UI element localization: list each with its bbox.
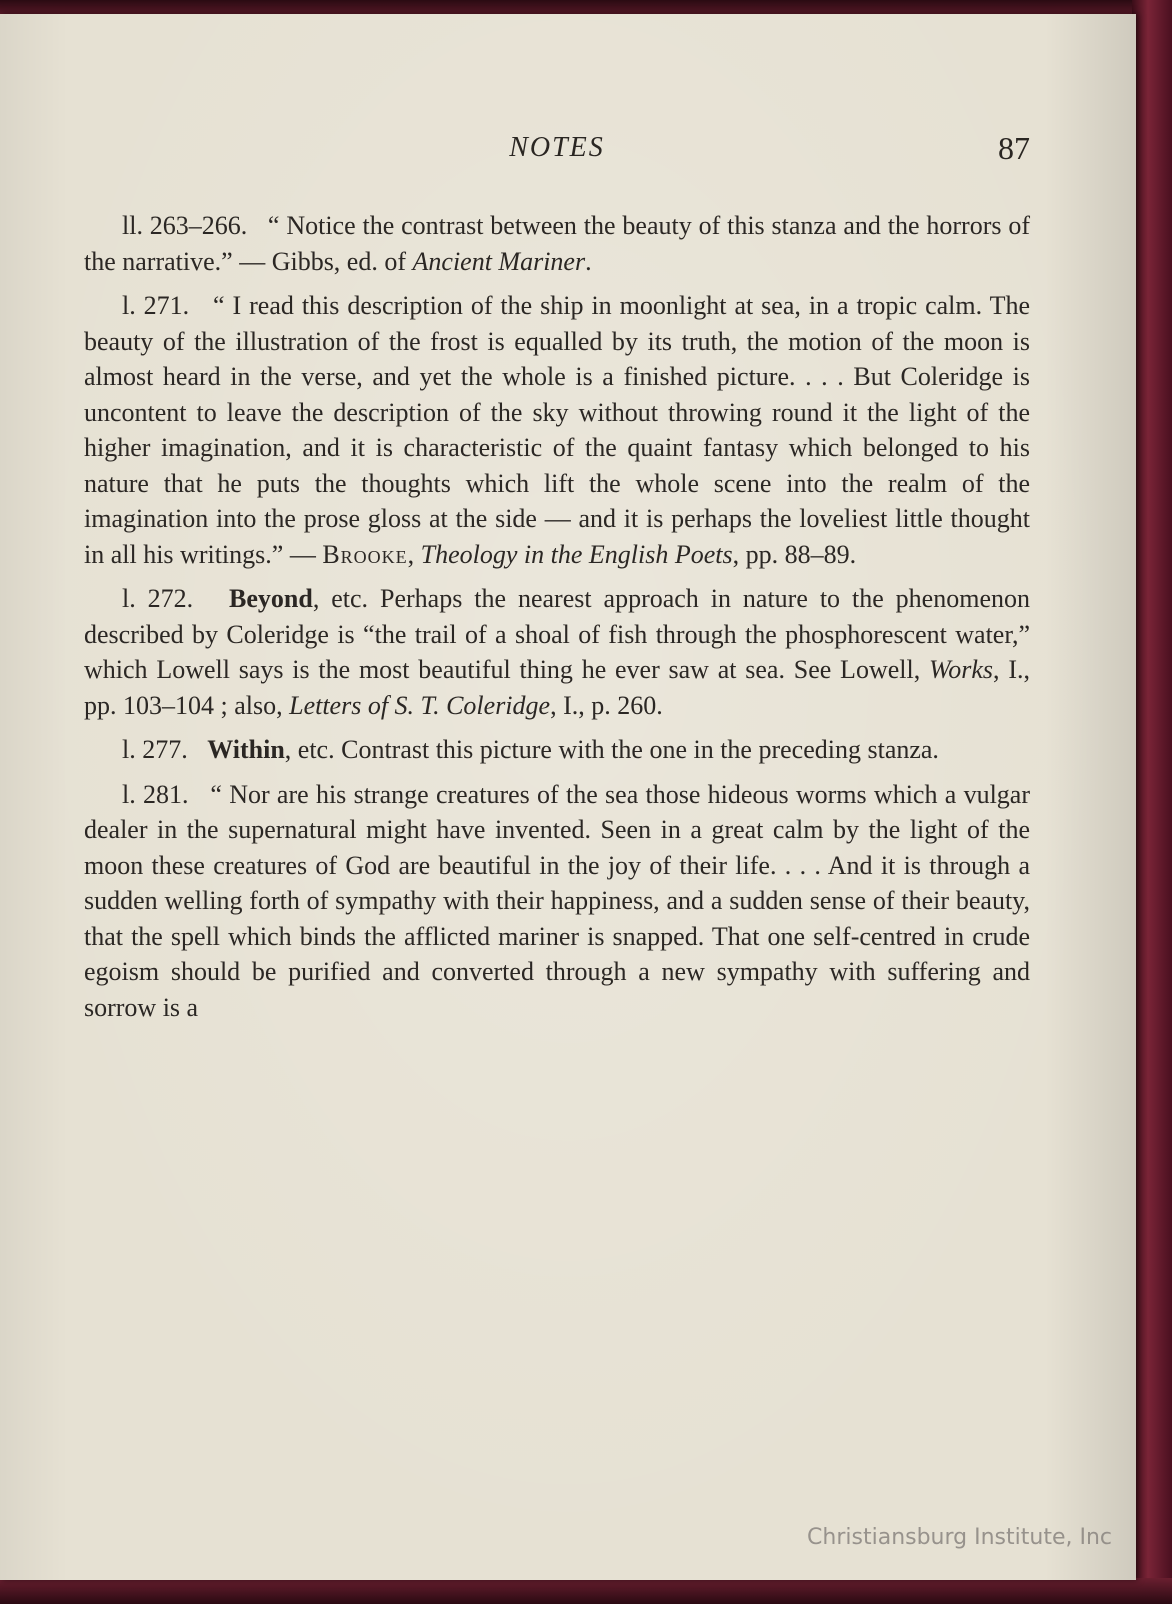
note-reference: l. 272. [122,584,194,613]
note-263-266 [84,208,1030,279]
note-lemma: Beyond [229,584,313,613]
work-title: Works [928,655,994,684]
note-reference: l. 271. [122,291,190,320]
note-text: “ Notice the contrast between the beauty of this stanza and the horrors of the narrative.” — Gibbs, ed. of [84,211,1031,276]
notes-body [84,208,1030,1034]
author-name: Brooke [322,539,408,569]
watermark: Christiansburg Institute, Inc [807,1525,1112,1550]
work-title: Ancient Mariner [412,246,586,276]
note-text: , I., p. 260. [550,690,663,720]
running-head: NOTES [509,132,605,163]
work-title: Letters of S. T. Coleridge [289,690,551,720]
book-cover-right-edge [1132,0,1172,1604]
note-271 [84,288,1030,572]
page-header [84,128,1030,168]
note-text: . [585,246,592,276]
page-number: 87 [998,130,1030,166]
note-reference: l. 281. [122,779,189,809]
note-281 [84,777,1030,1026]
note-text: , [407,539,421,569]
note-272 [84,581,1030,723]
work-title: Theology in the English Poets [420,539,733,569]
note-text: “ Nor are his strange creatures of the sea those hideous worms which a vulgar dealer in the supernatural might have invented. Seen in a great calm by the light of the moon these creatures of God are beautiful in the joy of their life. . . . And it is through a sudden welling forth of sympathy with their happiness, and a sudden sense of their beauty, that the spell which binds the afflicted mariner is snapped. That one self-centred in crude egoism should be purified and converted through a new sympathy with suffering and sorrow is a [84,779,1030,1022]
note-lemma: Within [207,735,285,764]
note-277 [84,732,1030,768]
note-reference: l. 277. [122,735,188,764]
note-text: , pp. 88–89. [732,539,857,569]
note-text: , etc. Contrast this picture with the one in the preceding stanza. [284,735,939,764]
note-reference: ll. 263–266. [122,211,248,240]
note-text: “ I read this description of the ship in moonlight at sea, in a tropic calm. The beauty of the illustration of the frost is equalled by its truth, the motion of the moon is almost heard in the verse, and yet the whole is a finished picture. . . . But Coleridge is uncontent to leave the description of the sky without throwing round it the light of the higher imagination, and it is characteristic of the quaint fantasy which belonged to his nature that he puts the thoughts which lift the whole scene into the realm of the imagination into the prose gloss at the side — and it is perhaps the loveliest little thought in all his writings.” — [84,291,1031,569]
note-text: , I., pp. 103–104 ; also, [84,655,1030,720]
note-text: , etc. Perhaps the nearest approach in nature to the phenomenon described by Coleridge is “the trail of a shoal of fish through the phosphorescent water,” which Lowell says is the most beautiful thing he ever saw at sea. See Lowell, [84,584,1030,684]
book-cover-bottom-edge [0,1578,1172,1604]
